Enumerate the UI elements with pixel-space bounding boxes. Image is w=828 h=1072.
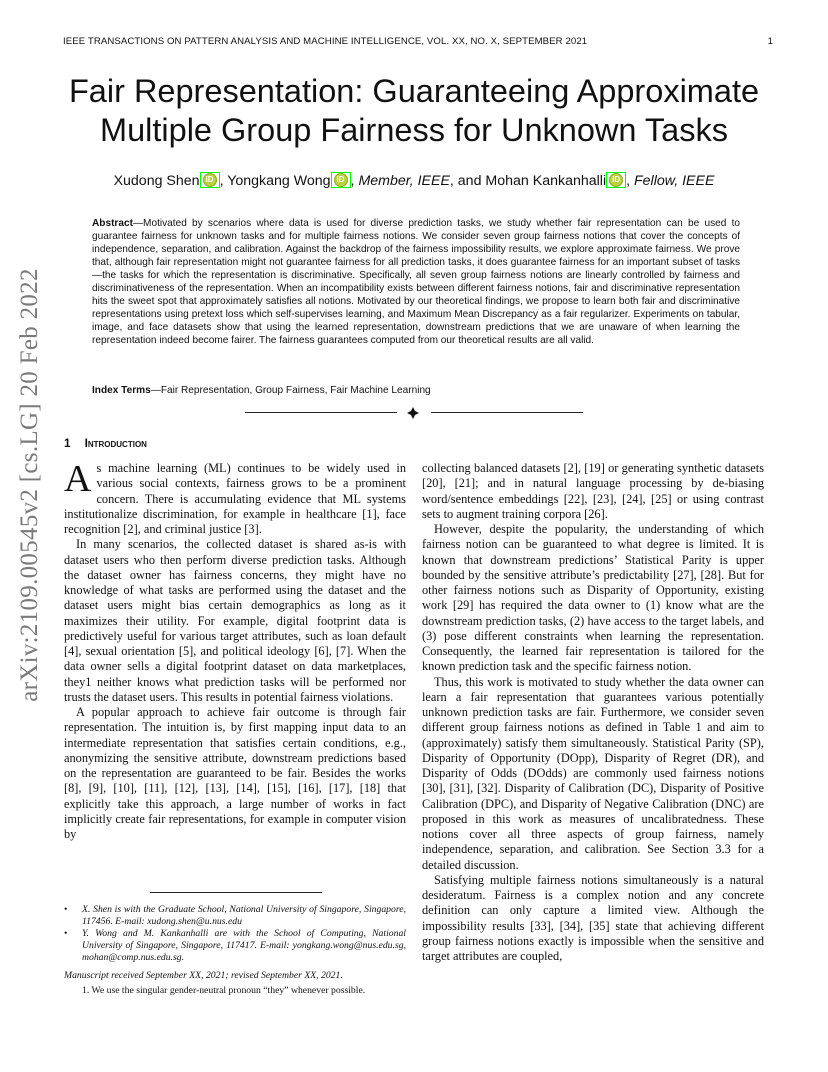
abstract-text: —Motivated by scenarios where data is used for diverse prediction tasks, we study whether fair representation can be used to guarantee fairness for unknown tasks and for multiple fairness notions. We consider seven group fairness notions that cover the concepts of independence, separation, and calibration. Against the backdrop of the fairness impossibility results, we explore approximate fairness. We prove that, although fair representation might not guarantee fairness for all prediction tasks, it does guarantee fairness for an important subset of tasks—the tasks for which the representation is discriminative. Specifically, all seven group fairness notions are linearly controlled by fairness and discriminativeness of the representation. When an incompatibility exists between different fairness notions, fair and discriminative representation hits the sweet spot that approximately satisfies all notions. Motivated by our theoretical findings, we propose to learn both fair and discriminative representations using pretext loss which self-supervises learning, and Maximum Mean Discrepancy as a fair regularizer. Experiments on tabular, image, and face datasets show that using the learned representation, downstream predictions that we are unaware of when learning the representation indeed become fairer. The fairness guarantees computed from our theoretical results are all valid.: [92, 218, 740, 347]
title-line-1: Fair Representation: Guaranteeing Approximate: [68, 73, 760, 109]
footnote-rule: [150, 892, 322, 893]
abstract: [92, 217, 740, 347]
drop-cap: A: [64, 458, 92, 500]
paper-title: [40, 72, 788, 150]
divider-line-left: [245, 412, 397, 413]
orcid-link-1[interactable]: [200, 172, 220, 188]
paragraph: A popular approach to achieve fair outcome is through fair representation. The intuition is, by first mapping input data to an intermediate representation that satisfies certain conditions, e.g., anonymizing the sensitive attribute, downstream predictions based on the representation are guaranteed to be fair. Besides the works [8], [9], [10], [11], [12], [13], [14], [15], [16], [17], [18] that explicitly take this approach, a large number of works in fact implicitly create fair representations, for example in computer vision by: [64, 705, 406, 841]
author-3-role: Fellow, IEEE: [634, 173, 715, 189]
footnote-text: 1. We use the singular gender-neutral pronoun “they” whenever possible.: [82, 985, 366, 996]
arxiv-identifier: arXiv:2109.00545v2 [cs.LG] 20 Feb 2022: [16, 268, 43, 702]
section-heading: [64, 436, 147, 450]
orcid-icon: iD: [609, 173, 623, 187]
manuscript-note: Manuscript received September XX, 2021; revised September XX, 2021.: [64, 970, 343, 981]
paragraph: In many scenarios, the collected dataset is shared as-is with dataset users who then perform diverse prediction tasks. Although the dataset owner has fairness concerns, they might have no knowledge of what tasks are performed using the dataset and the dataset users might bias certain demographics as long as it maximizes their utility. For example, digital footprint data is predictively useful for various target attributes, such as loan default [4], sexual orientation [5], and political ideology [6], [7]. When the data owner sells a digital footprint dataset on data marketplaces, they1 neither knows what prediction tasks will be performed nor trusts the dataset users. This results in potential fairness violations.: [64, 537, 406, 704]
orcid-icon: iD: [334, 173, 348, 187]
paragraph: However, despite the popularity, the understanding of which fairness notion can be guaranteed to what degree is limited. It is known that downstream predictions’ Statistical Parity is upper bounded by the sensitive attribute’s predictability [27], [28]. But for other fairness notions such as Disparity of Opportunity, existing work [29] has required the data owner to (1) know what are the downstream prediction tasks, (2) have access to the target labels, and (3) pose different constraints when learning the representation. Consequently, the learned fair representation is tailored for the known prediction task and the specific fairness notion.: [422, 522, 764, 674]
section-divider: [245, 406, 583, 420]
orcid-link-3[interactable]: [606, 172, 626, 188]
affiliation-text: Y. Wong and M. Kankanhalli are with the School of Computing, National University of Singapore, Singapore, 117417. E-mail: yongkang.wong@nus.edu.sg, mohan@comp.nus.edu.sg.: [82, 928, 406, 963]
orcid-link-2[interactable]: [331, 172, 351, 188]
affiliation-notes: [64, 904, 406, 964]
paragraph: [64, 458, 406, 537]
section-number: 1: [64, 436, 71, 450]
arxiv-side-label: [10, 268, 50, 702]
author-3: Mohan Kankanhalli: [485, 173, 607, 189]
diamond-ornament-icon: [407, 407, 419, 419]
running-header: [63, 36, 773, 47]
divider-line-right: [431, 412, 583, 413]
title-line-2: Multiple Group Fairness for Unknown Tasks: [100, 112, 728, 148]
index-terms-label: Index Terms: [92, 385, 151, 396]
author-and: and: [457, 173, 482, 189]
author-2-role: Member, IEEE: [358, 173, 450, 189]
abstract-label: Abstract: [92, 218, 133, 229]
journal-name: IEEE TRANSACTIONS ON PATTERN ANALYSIS AND MACHINE INTELLIGENCE, VOL. XX, NO. X, SEPTEMBER 2021: [63, 36, 588, 47]
author-1: Xudong Shen: [113, 173, 200, 189]
affiliation-text: X. Shen is with the Graduate School, National University of Singapore, Singapore, 117456. E-mail: xudong.shen@u.nus.edu: [82, 904, 406, 927]
paragraph: Satisfying multiple fairness notions simultaneously is a natural desideratum. Fairness is a complex notion and any concrete definition can only capture a limited view. Although the impossibility results [33], [34], [35] state that achieving different group fairness notions exactly is impossible when the sensitive and target attributes are coupled,: [422, 872, 764, 963]
paragraph-text: s machine learning (ML) continues to be widely used in various social contexts, fairness grows to be a prominent concern. There is accumulating evidence that ML systems institutionalize discrimination, for example in healthcare [1], face recognition [2], and criminal justice [3].: [64, 461, 406, 536]
left-column: [64, 458, 406, 842]
affiliation-item: • X. Shen is with the Graduate School, National University of Singapore, Singapore, 117456. E-mail: xudong.shen@u.nus.edu: [64, 904, 406, 927]
paragraph: collecting balanced datasets [2], [19] or generating synthetic datasets [20], [21]; and in natural language processing by de-biasing word/sentence embeddings [22], [23], [24], [25] or using contrast sets to augment training corpora [26].: [422, 461, 764, 521]
right-column: [422, 461, 764, 964]
index-terms: [92, 385, 740, 396]
footnote-1: [64, 985, 406, 997]
section-title: Introduction: [84, 436, 147, 450]
orcid-icon: iD: [203, 173, 217, 187]
affiliation-item: • Y. Wong and M. Kankanhalli are with the School of Computing, National University of Singapore, Singapore, 117417. E-mail: yongkang.wong@nus.edu.sg, mohan@comp.nus.edu.sg.: [64, 928, 406, 963]
index-terms-text: —Fair Representation, Group Fairness, Fair Machine Learning: [150, 385, 431, 396]
author-list: Xudong Shen iD , Yongkang Wong iD , Member, IEEE, and Mohan Kankanhalli iD , Fellow, IEEE: [113, 173, 715, 189]
page-number: 1: [767, 36, 773, 47]
author-2: Yongkang Wong: [227, 173, 331, 189]
paragraph: Thus, this work is motivated to study whether the data owner can learn a fair representation that guarantees various potentially unknown prediction tasks are fair. Furthermore, we consider seven different group fairness notions as defined in Table 1 and aim to (approximately) satisfy them simultaneously. Statistical Parity (SP), Disparity of Opportunity (DOpp), Disparity of Regret (DR), and Disparity of Odds (DOdds) are commonly used fairness notions [30], [31], [32]. Disparity of Calibration (DC), Disparity of Positive Calibration (DPC), and Disparity of Negative Calibration (DNC) are proposed in this work as measures of uncalibratedness. These notions cover all three aspects of group fairness, namely independence, separation, and calibration. See Section 3.3 for a detailed discussion.: [422, 674, 764, 872]
